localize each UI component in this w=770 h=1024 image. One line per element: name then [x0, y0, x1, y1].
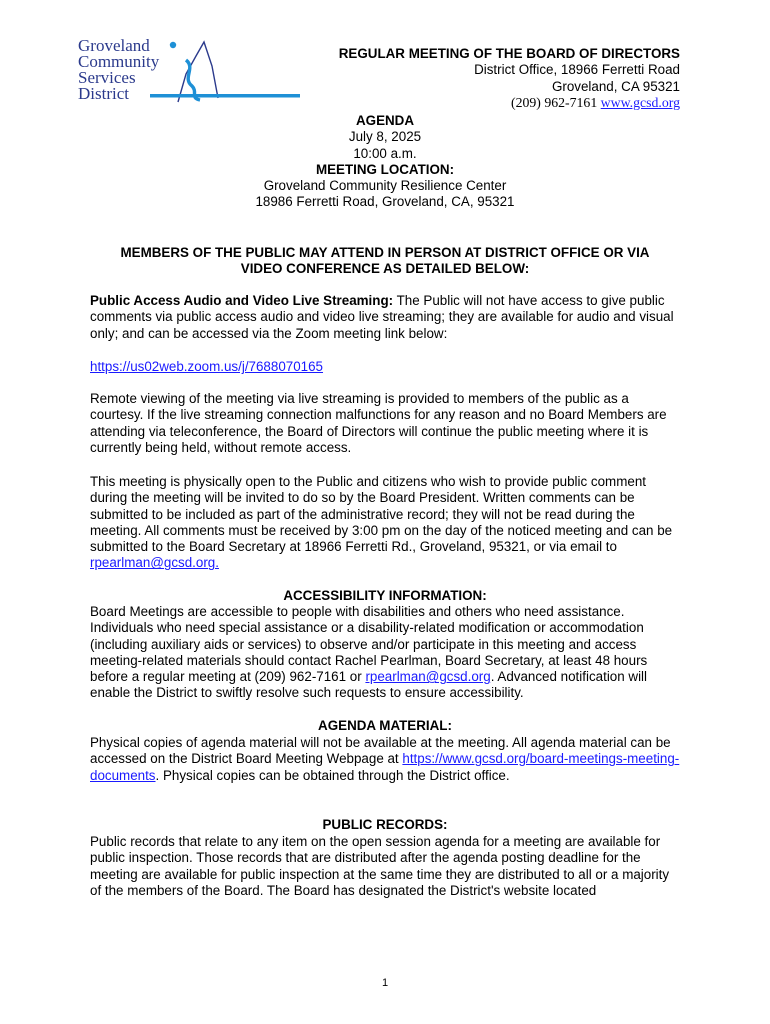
meeting-time: 10:00 a.m. [353, 145, 417, 161]
location-name: Groveland Community Resilience Center [263, 178, 507, 194]
agenda-material-paragraph [90, 735, 682, 784]
notice-line-1: MEMBERS OF THE PUBLIC MAY ATTEND IN PERSON AT DISTRICT OFFICE OR VIA [120, 245, 650, 260]
accessibility-text-end: . Advanced notification will enable the District to swiftly resolve such requests to ensure accessibility. [90, 669, 648, 701]
public-attendance-notice [90, 245, 680, 278]
logo-line-4: District [78, 84, 129, 103]
address-line-1: District Office, 18966 Ferretti Road [474, 62, 680, 78]
agenda-material-text: Physical copies of agenda material will not be available at the meeting. All agenda material can be accessed on the District Board Meeting Webpage at [90, 735, 671, 767]
website-link[interactable]: www.gcsd.org [600, 94, 680, 110]
public-records-heading: PUBLIC RECORDS: [322, 817, 448, 832]
meeting-date: July 8, 2025 [348, 129, 422, 145]
accessibility-heading: ACCESSIBILITY INFORMATION: [283, 588, 487, 603]
logo-line-2: Community [78, 52, 160, 71]
streaming-text: The Public will not have access to give public comments via public access audio and video live streaming; they are available for audio and visual only; and can be accessed via the Zoom meeting link below: [90, 293, 674, 341]
public-comment-paragraph [90, 474, 682, 572]
secretary-email-link[interactable]: rpearlman@gcsd.org. [90, 555, 219, 571]
accessibility-paragraph [90, 604, 682, 702]
notice-line-2: VIDEO CONFERENCE AS DETAILED BELOW: [240, 261, 530, 277]
agenda-label: AGENDA [355, 113, 415, 128]
board-meetings-link[interactable]: https://www.gcsd.org/board-meetings-meeting-documents [90, 751, 680, 783]
streaming-paragraph [90, 293, 682, 342]
zoom-meeting-link[interactable]: https://us02web.zoom.us/j/7688070165 [90, 359, 324, 374]
logo-dot-icon [170, 42, 176, 48]
streaming-label: Public Access Audio and Video Live Streaming: [90, 293, 394, 308]
agenda-material-heading: AGENDA MATERIAL: [318, 718, 452, 733]
contact-line [260, 95, 680, 111]
remote-viewing-paragraph: Remote viewing of the meeting via live streaming is provided to members of the public as a courtesy. If the live streaming connection malfunctions for any reason and no Board Members are attending via teleconference, the Board of Directors will continue the public meeting where it is currently being held, without remote access. [90, 391, 667, 455]
meeting-title: REGULAR MEETING OF THE BOARD OF DIRECTORS [338, 46, 680, 61]
agenda-block [90, 113, 680, 211]
phone-number: (209) 962-7161 [511, 94, 598, 110]
public-records-paragraph: Public records that relate to any item on the open session agenda for a meeting are available for public inspection. Those records that are distributed after the agenda posting deadline for the meeting are available for public inspection at the same time they are distributed to all or a majority of the members of the Board. The Board has designated the District's website located [90, 834, 670, 898]
public-comment-text: This meeting is physically open to the Public and citizens who wish to provide public comment during the meeting will be invited to do so by the Board President. Written comments can be submitted to be included as part of the administrative record; they will not be read during the meeting. All comments must be received by 3:00 pm on the day of the noticed meeting and can be submitted to the Board Secretary at 18966 Ferretti Rd., Groveland, 95321, or via email to [90, 474, 673, 555]
logo-line-3: Services [78, 68, 136, 87]
agenda-material-text-end: . Physical copies can be obtained through the District office. [155, 767, 510, 783]
address-line-2: Groveland, CA 95321 [551, 78, 680, 94]
accessibility-text: Board Meetings are accessible to people with disabilities and others who need assistance. Individuals who need special assistance or a disability-related modification or accommodation (including auxiliary aids or services) to observe and/or participate in this meeting and access meeting-related materials should contact Rachel Pearlman, Board Secretary, at least 48 hours before a regular meeting at (209) 962-7161 or [90, 604, 648, 685]
accessibility-email-link[interactable]: rpearlman@gcsd.org [365, 669, 491, 685]
logo-mountain-icon [178, 42, 218, 102]
location-address: 18986 Ferretti Road, Groveland, CA, 95321 [255, 194, 515, 210]
zoom-link-line [90, 359, 682, 375]
location-label: MEETING LOCATION: [315, 161, 455, 177]
meeting-header [260, 46, 680, 111]
logo-line-1: Groveland [78, 36, 150, 55]
page-number: 1 [381, 977, 389, 989]
